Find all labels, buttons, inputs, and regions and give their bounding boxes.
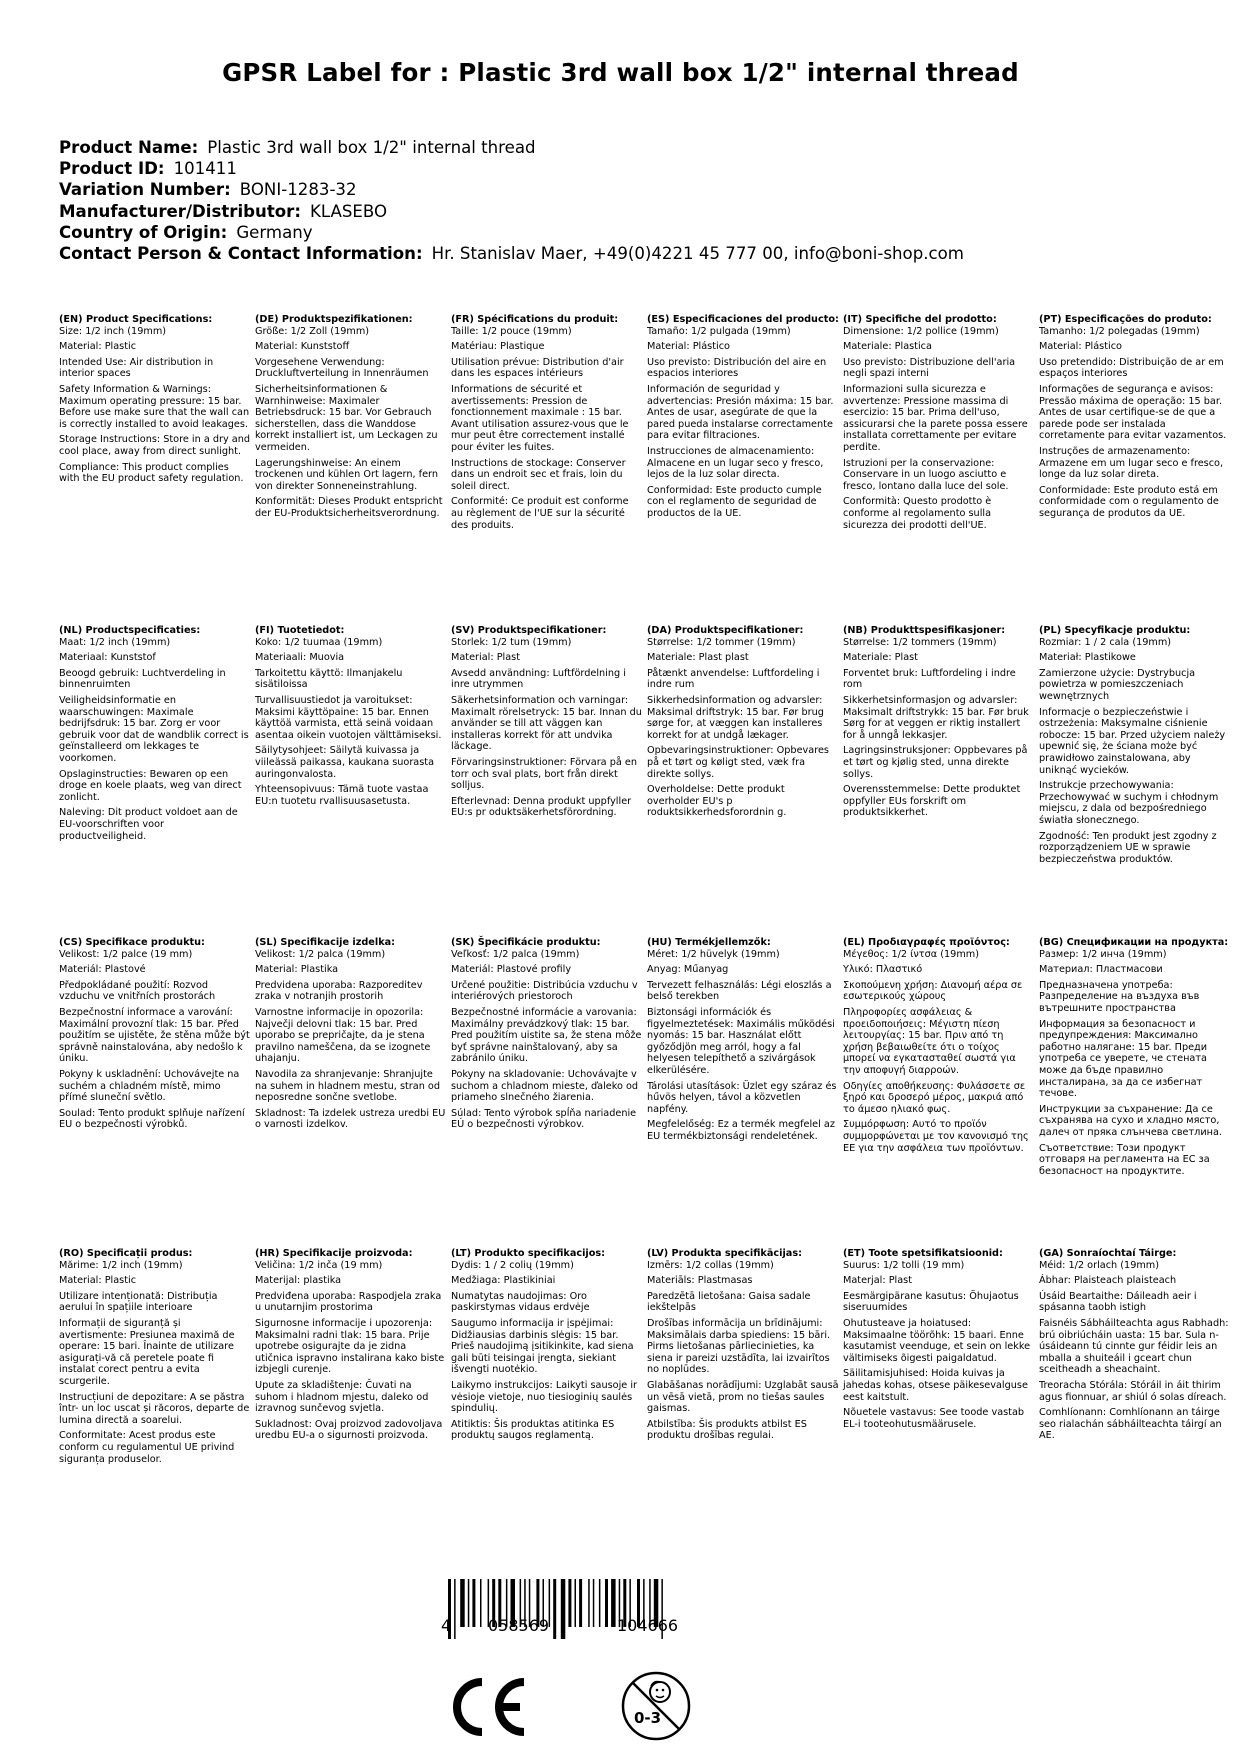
language-spec-text: Säilytysohjeet: Säilytä kuivassa ja viileässä paikassa, kaukana suorasta auringonvalosta. <box>255 745 435 780</box>
barcode-bar <box>579 1579 582 1627</box>
info-label: Variation Number: <box>59 180 231 200</box>
language-spec-text: Informações de segurança e avisos: Pressão máxima de operação: 15 bar. Antes de usar certifique-se de que a parede pode ser instalada corretamente para evitar vazamentos. <box>1039 383 1227 442</box>
language-spec-block <box>843 937 1035 1158</box>
language-spec-block <box>451 314 643 535</box>
language-spec-text: Dydis: 1 / 2 colių (19mm) <box>451 1259 574 1271</box>
language-spec-text: Materiale: Plastica <box>843 341 932 353</box>
language-spec-text: Instrucciones de almacenamiento: Almacene en un lugar seco y fresco, lejos de la luz solar directa. <box>647 445 824 481</box>
language-spec-text: Material: Plast <box>451 652 521 664</box>
language-spec-text: Tarkoitettu käyttö: Ilmanjakelu sisätiloissa <box>255 667 403 691</box>
language-spec-text: Informații de siguranță și avertismente: Presiunea maximă de operare: 15 bari. Înainte de utilizare asigurați-vă că peretele poate fi instalat corect pentru a evita scurgerile. <box>59 1317 235 1387</box>
barcode-bars <box>440 1577 722 1663</box>
language-spec-text: Pokyny na skladovanie: Uchovávajte v suchom a chladnom mieste, ďaleko od priameho slnečného žiarenia. <box>451 1068 639 1104</box>
language-spec-text: Overholdelse: Dette produkt overholder EU's p roduktsikkerhedsforordnin g. <box>647 784 787 819</box>
language-spec-text: Eesmärgipärane kasutus: Õhujaotus siseruumides <box>843 1290 1019 1314</box>
country-of-origin-row <box>59 222 964 243</box>
language-spec-text: Atitiktis: Šis produktas atitinka ES produktų saugos reglamentą. <box>451 1418 615 1442</box>
language-spec-text: Glabāšanas norādījumi: Uzglabāt sausā un vēsā vietā, prom no tiešas saules gaismas. <box>647 1379 839 1415</box>
language-spec-text: Materijal: plastika <box>255 1275 342 1287</box>
language-spec-text: Información de seguridad y advertencias: Presión máxima: 15 bar. Antes de usar, asegúrate de que la pared pueda instalarse correctamente para evitar filtraciones. <box>647 383 834 442</box>
language-spec-text: Numatytas naudojimas: Oro paskirstymas vidaus erdvėje <box>451 1290 590 1314</box>
language-spec-text: Saugumo informacija ir įspėjimai: Didžiausias darbinis slėgis: 15 bar. Prieš naudojimą įsitikinkite, kad siena gali būti teisingai įrengta, siekiant išvengti nuotėkio. <box>451 1317 634 1376</box>
language-spec-text: Bezpečnostní informace a varování: Maximální provozní tlak: 15 bar. Před použitím se ujistěte, že stěna může být správně nainstalována, aby nedošlo k úniku. <box>59 1006 250 1065</box>
language-spec-block <box>647 314 839 524</box>
language-spec-heading: (NL) Productspecificaties: <box>59 625 201 636</box>
age-warning-icon <box>620 1670 692 1742</box>
language-spec-heading: (RO) Specificații produs: <box>59 1248 193 1259</box>
language-spec-text: Suurus: 1/2 tolli (19 mm) <box>843 1259 965 1271</box>
language-spec-text: Zgodność: Ten produkt jest zgodny z rozporządzeniem UE w sprawie bezpieczeństwa produktów. <box>1039 830 1217 865</box>
language-spec-text: Säkerhetsinformation och varningar: Maximalt rörelsetryck: 15 bar. Innan du använder se till att väggen kan installeras korrekt för att undvika läckage. <box>451 694 642 753</box>
language-spec-text: Instructions de stockage: Conserver dans un endroit sec et frais, loin du soleil direct. <box>451 457 626 492</box>
language-spec-text: Material: Plástico <box>647 341 730 353</box>
language-spec-heading: (SK) Špecifikácie produktu: <box>451 937 601 948</box>
language-spec-text: Velikost: 1/2 palca (19mm) <box>255 948 386 960</box>
language-spec-text: Overensstemmelse: Dette produktet oppfyller EUs forskrift om produktsikkerhet. <box>843 784 1021 819</box>
language-spec-text: Předpokládané použití: Rozvod vzduchu ve vnitřních prostorách <box>59 979 216 1003</box>
language-spec-heading: (IT) Specifiche del prodotto: <box>843 314 997 325</box>
language-spec-heading: (FI) Tuotetiedot: <box>255 625 345 636</box>
language-spec-text: Compliance: This product complies with the EU product safety regulation. <box>59 461 244 485</box>
language-spec-text: Materiāls: Plastmasas <box>647 1275 753 1287</box>
language-spec-text: Sukladnost: Ovaj proizvod zadovoljava uredbu EU-a o sigurnosti proizvoda. <box>255 1418 443 1442</box>
language-spec-block <box>59 625 251 846</box>
language-spec-text: Predviđena uporaba: Raspodjela zraka u unutarnjim prostorima <box>255 1290 442 1314</box>
language-spec-heading: (DA) Produktspecifikationer: <box>647 625 804 636</box>
language-spec-text: Taille: 1/2 pouce (19mm) <box>451 325 572 337</box>
language-spec-text: Laikymo instrukcijos: Laikyti sausoje ir vėsioje vietoje, nuo tiesioginių saulės spindulių. <box>451 1379 637 1415</box>
info-value: Plastic 3rd wall box 1/2" internal thread <box>207 138 536 157</box>
language-spec-heading: (CS) Specifikace produktu: <box>59 937 205 948</box>
language-spec-block <box>1039 1248 1231 1446</box>
barcode-bar <box>575 1579 577 1627</box>
info-value: 101411 <box>173 159 237 179</box>
language-spec-block <box>647 1248 839 1446</box>
language-spec-text: Μέγεθος: 1/2 ίντσα (19mm) <box>843 948 980 960</box>
language-spec-text: Conformità: Questo prodotto è conforme al regolamento sulla sicurezza dei prodotti dell'UE. <box>843 496 992 531</box>
language-spec-block <box>647 625 839 823</box>
language-spec-text: Naleving: Dit product voldoet aan de EU-voorschriften voor productveiligheid. <box>59 807 238 842</box>
language-spec-text: Tárolási utasítások: Üzlet egy száraz és hűvös helyen, távol a közvetlen napfény. <box>647 1080 837 1115</box>
language-spec-text: Conformitate: Acest produs este conform cu regulamentul UE privind siguranța produselor. <box>59 1430 235 1465</box>
language-spec-text: Υλικό: Πλαστικό <box>843 964 923 976</box>
language-spec-block <box>1039 314 1231 524</box>
barcode-bar <box>593 1579 595 1627</box>
language-spec-text: Biztonsági információk és figyelmeztetések: Maximális működési nyomás: 15 bar. Használat előtt győződjön meg arról, hogy a fal helyesen telepíthető a szivárgások elkerülésére. <box>647 1006 835 1076</box>
barcode-bar <box>611 1579 616 1627</box>
language-spec-block <box>59 937 251 1135</box>
language-spec-heading: (GA) Sonraíochtaí Táirge: <box>1039 1248 1177 1259</box>
language-spec-text: Conformidade: Este produto está em conformidade com o regulamento de segurança de produtos da UE. <box>1039 484 1219 519</box>
language-spec-text: Dimensione: 1/2 pollice (19mm) <box>843 325 999 337</box>
info-label: Contact Person & Contact Information: <box>59 244 423 264</box>
barcode-bar <box>561 1579 566 1639</box>
language-spec-heading: (FR) Spécifications du produit: <box>451 314 619 325</box>
language-spec-heading: (DE) Produktspezifikationen: <box>255 314 413 325</box>
language-spec-text: Instrucțiuni de depozitare: A se păstra într- un loc uscat și răcoros, departe de lumina directă a soarelui. <box>59 1391 250 1426</box>
language-spec-text: Инструкции за съхранение: Да се съхранява на сухо и хладно място, далеч от пряка слънчева светлина. <box>1039 1103 1222 1138</box>
language-spec-text: Informazioni sulla sicurezza e avvertenze: Pressione massima di esercizio: 15 bar. Prima dell'uso, assicurarsi che la parete possa essere installata correttamente per evitare perdite. <box>843 383 1028 453</box>
language-spec-text: Megfelelőség: Ez a termék megfelel az EU termékbiztonsági rendeletének. <box>647 1119 835 1142</box>
language-spec-text: Size: 1/2 inch (19mm) <box>59 325 167 337</box>
language-spec-block <box>647 937 839 1147</box>
language-spec-text: Izmērs: 1/2 collas (19mm) <box>647 1259 774 1271</box>
language-spec-text: Treoracha Stórála: Stóráil in áit thirim agus fionnuar, ar shiúl ó solas díreach. <box>1039 1379 1227 1403</box>
language-spec-heading: (LT) Produkto specifikacijos: <box>451 1248 606 1259</box>
language-spec-text: Informations de sécurité et avertissements: Pression de fonctionnement maximale : 15 bar. Avant utilisation assurez-vous que le mur peut être correctement installé pour éviter les fuites. <box>451 383 629 453</box>
language-spec-text: Lagringsinstruksjoner: Oppbevares på et tørt og kjølig sted, unna direkte sollys. <box>843 745 1028 780</box>
language-spec-text: Påtænkt anvendelse: Luftfordeling i indre rum <box>647 667 820 691</box>
language-spec-text: Istruzioni per la conservazione: Conservare in un luogo asciutto e fresco, lontano dalla luce del sole. <box>843 457 1009 492</box>
language-spec-text: Materjal: Plast <box>843 1275 913 1287</box>
language-spec-block <box>59 314 251 489</box>
barcode-bar <box>599 1579 601 1627</box>
language-spec-text: Nõuetele vastavus: See toode vastab EL-i tooteohutusmäärusele. <box>843 1407 1025 1430</box>
barcode-group-1: 058569 <box>488 1616 550 1635</box>
product-info <box>59 137 964 264</box>
language-spec-text: Atbilstība: Šis produkts atbilst ES produktu drošības regulai. <box>647 1418 807 1442</box>
language-spec-text: Förvaringsinstruktioner: Förvara på en torr och sval plats, bort från direkt solljus. <box>451 756 637 792</box>
barcode-bar <box>460 1579 465 1627</box>
variation-number-row <box>59 179 964 200</box>
barcode-bar <box>468 1579 470 1627</box>
language-spec-text: Soulad: Tento produkt splňuje nařízení EU o bezpečnosti výrobků. <box>59 1107 245 1131</box>
language-spec-text: Yhteensopivuus: Tämä tuote vastaa EU:n tuotetu rvallisuusasetusta. <box>255 784 429 807</box>
language-spec-text: Opslaginstructies: Bewaren op een droge en koele plaats, weg van direct zonlicht. <box>59 768 242 803</box>
info-value: KLASEBO <box>310 201 388 221</box>
language-spec-text: Pokyny k uskladnění: Uchovávejte na suchém a chladném místě, mimo přímé sluneční světlo. <box>59 1068 240 1104</box>
language-spec-text: Intended Use: Air distribution in interior spaces <box>59 356 214 380</box>
language-spec-block <box>255 1248 447 1446</box>
language-spec-text: Материал: Пластмасови <box>1039 964 1163 976</box>
product-name-row <box>59 137 964 158</box>
language-spec-text: Méid: 1/2 orlach (19mm) <box>1039 1259 1160 1271</box>
language-spec-text: Velikost: 1/2 palce (19 mm) <box>59 948 193 960</box>
language-spec-text: Opbevaringsinstruktioner: Opbevares på et tørt og køligt sted, væk fra direkte sollys. <box>647 745 829 780</box>
info-value: BONI-1283-32 <box>239 180 357 200</box>
barcode-bar <box>472 1579 475 1627</box>
language-spec-heading: (EL) Προδιαγραφές προϊόντος: <box>843 937 1010 948</box>
language-spec-text: Efterlevnad: Denna produkt uppfyller EU:s pr oduktsäkerhetsförordning. <box>451 795 632 819</box>
language-spec-heading: (BG) Спецификации на продукта: <box>1039 937 1229 948</box>
language-spec-text: Πληροφορίες ασφάλειας & προειδοποιήσεις: Μέγιστη πίεση λειτουργίας: 15 bar. Πριν από τη χρήση βεβαιωθείτε ότι ο τοίχος μπορεί να εγκατασταθεί σωστά για την αποφυγή διαρροών. <box>843 1006 1016 1076</box>
ean-barcode <box>440 1577 722 1663</box>
language-spec-text: Zamierzone użycie: Dystrybucja powietrza w pomieszczeniach wewnętrznych <box>1039 667 1196 702</box>
language-spec-block <box>843 314 1035 535</box>
language-spec-heading: (NB) Produkttspesifikasjoner: <box>843 625 1006 636</box>
barcode-bar <box>588 1579 590 1627</box>
language-spec-heading: (HR) Specifikacije proizvoda: <box>255 1248 413 1259</box>
language-spec-text: Sikkerhedsinformation og advarsler: Maksimal driftstryk: 15 bar. Før brug sørge for, at væggen kan installeres korrekt for at undgå lækager. <box>647 694 824 741</box>
language-spec-heading: (LV) Produkta specifikācijas: <box>647 1248 802 1259</box>
language-spec-text: Materiale: Plast <box>843 652 918 664</box>
contact-row <box>59 243 964 264</box>
language-spec-text: Utilizare intenționată: Distribuția aerului în spațiile interioare <box>59 1290 218 1314</box>
info-value: Germany <box>236 222 313 242</box>
language-spec-text: Materiál: Plastové <box>59 964 146 976</box>
language-spec-text: Conformité: Ce produit est conforme au règlement de l'UE sur la sécurité des produits. <box>451 496 629 531</box>
language-spec-text: Méret: 1/2 hüvelyk (19mm) <box>647 948 780 960</box>
language-spec-text: Matériau: Plastique <box>451 341 545 353</box>
manufacturer-row <box>59 201 964 222</box>
language-spec-text: Material: Kunststoff <box>255 341 350 353</box>
language-spec-text: Sicherheitsinformationen & Warnhinweise: Maximaler Betriebsdruck: 15 bar. Vor Gebrauch sicherstellen, dass die Wanddose korrekt installiert ist, um Leckagen zu vermeiden. <box>255 383 438 453</box>
language-spec-text: Tamaño: 1/2 pulgada (19mm) <box>647 325 791 337</box>
language-spec-text: Súlad: Tento výrobok spĺňa nariadenie EÚ o bezpečnosti výrobkov. <box>451 1107 637 1131</box>
language-spec-text: Размер: 1/2 инча (19mm) <box>1039 948 1167 960</box>
language-spec-text: Upute za skladištenje: Čuvati na suhom i hladnom mjestu, daleko od izravnog sunčevog svjetla. <box>255 1379 429 1415</box>
language-spec-text: Σκοπούμενη χρήση: Διανομή αέρα σε εσωτερικούς χώρους <box>843 979 1023 1003</box>
language-spec-text: Úsáid Beartaithe: Dáileadh aeir i spásanna taobh istigh <box>1039 1290 1197 1314</box>
language-spec-block <box>59 1248 251 1469</box>
language-spec-text: Materiale: Plast plast <box>647 652 749 664</box>
product-id-row <box>59 158 964 179</box>
language-spec-text: Avsedd användning: Luftfördelning i inre utrymmen <box>451 667 626 691</box>
language-spec-text: Utilisation prévue: Distribution d'air dans les espaces intérieurs <box>451 356 624 380</box>
info-label: Product ID: <box>59 159 165 179</box>
language-spec-text: Medžiaga: Plastikiniai <box>451 1275 556 1287</box>
language-spec-text: Предназначена употреба: Разпределение на въздуха във вътрешните пространства <box>1039 979 1200 1014</box>
age-label: 0-3 <box>634 1709 662 1727</box>
language-spec-text: Paredzētā lietošana: Gaisa sadale iekštelpās <box>647 1290 811 1314</box>
language-spec-block <box>843 1248 1035 1434</box>
language-spec-text: Tervezett felhasználás: Légi eloszlás a belső terekben <box>647 979 832 1003</box>
language-spec-block <box>451 625 643 823</box>
language-spec-block <box>255 625 447 811</box>
language-spec-text: Sikkerhetsinformasjon og advarsler: Maksimalt driftstrykk: 15 bar. Før bruk Sørg for at veggen er riktig installert for å unngå lekkasjer. <box>843 694 1029 741</box>
language-spec-text: Veličina: 1/2 inča (19 mm) <box>255 1259 383 1271</box>
language-spec-text: Forventet bruk: Luftfordeling i indre rom <box>843 667 1016 691</box>
barcode-bar <box>454 1579 456 1639</box>
language-spec-text: Drošības informācija un brīdinājumi: Maksimālais darba spiediens: 15 bāri. Pirms lietošanas pārliecinieties, ka siena ir pareizi uzstādīta, lai izvairītos no noplūdes. <box>647 1317 831 1376</box>
language-spec-text: Material: Plastic <box>59 1275 137 1287</box>
language-spec-text: Uso pretendido: Distribuição de ar em espaços interiores <box>1039 356 1224 380</box>
language-spec-text: Skladnost: Ta izdelek ustreza uredbi EU o varnosti izdelkov. <box>255 1107 446 1131</box>
language-spec-text: Ohutusteave ja hoiatused: Maksimaalne töörõhk: 15 baari. Enne kasutamist veenduge, et sein on lekke vältimiseks õigesti paigaldatud. <box>843 1317 1031 1364</box>
language-spec-text: Συμμόρφωση: Αυτό το προϊόν συμμορφώνεται με τον κανονισμό της ΕΕ για την ασφάλεια των προϊόντων. <box>843 1119 1029 1154</box>
barcode-bar <box>568 1579 571 1627</box>
language-spec-text: Predvidena uporaba: Razporeditev zraka v notranjih prostorih <box>255 979 423 1003</box>
language-spec-text: Mărime: 1/2 inch (19mm) <box>59 1259 183 1271</box>
language-spec-text: Vorgesehene Verwendung: Druckluftverteilung in Innenräumen <box>255 356 429 380</box>
language-spec-heading: (ES) Especificaciones del producto: <box>647 314 839 325</box>
language-spec-block <box>451 1248 643 1446</box>
language-spec-text: Ábhar: Plaisteach plaisteach <box>1039 1275 1177 1287</box>
language-spec-text: Materiaal: Kunststof <box>59 652 156 664</box>
language-spec-text: Maat: 1/2 inch (19mm) <box>59 636 171 648</box>
language-spec-text: Materiál: Plastové profily <box>451 964 572 976</box>
barcode-bar <box>553 1579 556 1639</box>
language-spec-text: Turvallisuustiedot ja varoitukset: Maksimi käyttöpaine: 15 bar. Ennen käyttöä varmista, että seinä voidaan asentaa oikein vuotojen välttämiseksi. <box>255 694 442 741</box>
language-spec-text: Koko: 1/2 tuumaa (19mm) <box>255 636 383 648</box>
language-spec-text: Material: Plastic <box>59 341 137 353</box>
language-spec-text: Uso previsto: Distribuzione dell'aria negli spazi interni <box>843 356 1016 380</box>
language-spec-heading: (HU) Termékjellemzők: <box>647 937 771 948</box>
language-spec-text: Anyag: Műanyag <box>647 964 729 976</box>
language-spec-text: Информация за безопасност и предупреждения: Максимално работно налягане: 15 bar. Преди употреба се уверете, че стената може да бъде правилно инсталирана, за да се избегнат течове. <box>1039 1018 1208 1100</box>
language-spec-text: Lagerungshinweise: An einem trockenen und kühlen Ort lagern, fern von direkter Sonneneinstrahlung. <box>255 457 438 492</box>
language-spec-text: Safety Information & Warnings: Maximum operating pressure: 15 bar. Before use make sure that the wall can is correctly installed to avoid leakages. <box>59 383 250 430</box>
language-spec-heading: (SL) Specifikacije izdelka: <box>255 937 396 948</box>
language-spec-text: Material: Plastika <box>255 964 339 976</box>
language-spec-text: Storlek: 1/2 tum (19mm) <box>451 636 572 648</box>
language-spec-text: Material: Plástico <box>1039 341 1122 353</box>
language-spec-text: Tamanho: 1/2 polegadas (19mm) <box>1039 325 1200 337</box>
barcode-group-2: 104666 <box>617 1616 679 1635</box>
language-specifications-grid <box>59 314 1241 1554</box>
language-spec-text: Conformidad: Este producto cumple con el reglamento de seguridad de productos de la UE. <box>647 484 822 519</box>
language-spec-text: Navodila za shranjevanje: Shranjujte na suhem in hladnem mestu, stran od neposredne sončne svetlobe. <box>255 1068 441 1104</box>
info-label: Country of Origin: <box>59 222 228 242</box>
language-spec-heading: (SV) Produktspecifikationer: <box>451 625 607 636</box>
language-spec-block <box>1039 625 1231 869</box>
language-spec-heading: (PT) Especificações do produto: <box>1039 314 1212 325</box>
page-title: GPSR Label for : Plastic 3rd wall box 1/2" internal thread <box>222 58 1019 87</box>
language-spec-text: Veľkosť: 1/2 palca (19mm) <box>451 948 580 960</box>
language-spec-text: Comhlíonann: Comhlíonann an táirge seo rialachán sábháilteachta táirgí an AE. <box>1039 1407 1222 1442</box>
ce-mark-icon <box>452 1676 532 1738</box>
info-label: Product Name: <box>59 138 199 157</box>
language-spec-block <box>255 314 447 524</box>
language-spec-text: Sigurnosne informacije i upozorenja: Maksimalni radni tlak: 15 bara. Prije upotrebe osigurajte da je zidna utičnica ispravno instalirana kako biste izbjegli curenje. <box>255 1317 445 1376</box>
language-spec-text: Instruções de armazenamento: Armazene em um lugar seco e fresco, longe da luz solar direta. <box>1039 445 1224 481</box>
language-spec-text: Konformität: Dieses Produkt entspricht der EU-Produktsicherheitsverordnung. <box>255 496 443 519</box>
language-spec-heading: (PL) Specyfikacje produktu: <box>1039 625 1191 636</box>
language-spec-text: Beoogd gebruik: Luchtverdeling in binnenruimten <box>59 667 226 691</box>
language-spec-text: Größe: 1/2 Zoll (19mm) <box>255 325 370 337</box>
language-spec-text: Veiligheidsinformatie en waarschuwingen: Maximale bedrijfsdruk: 15 bar. Zorg er voor gebruik voor dat de wandblik correct is geïnstalleerd om lekkages te voorkomen. <box>59 694 249 764</box>
language-spec-text: Οδηγίες αποθήκευσης: Φυλάσσετε σε ξηρό και δροσερό μέρος, μακριά από το άμεσο ηλιακό φως. <box>843 1080 1026 1115</box>
language-spec-text: Faisnéis Sábháilteachta agus Rabhadh: brú oibriúcháin uasta: 15 bar. Sula n-úsáideann tú cinnte gur féidir leis an mballa a shuiteáil i gceart chun sceitheadh a sheachaint. <box>1039 1317 1229 1376</box>
language-spec-block <box>843 625 1035 823</box>
barcode-bar <box>605 1579 608 1627</box>
language-spec-text: Materiał: Plastikowe <box>1039 652 1136 664</box>
language-spec-text: Rozmiar: 1 / 2 cala (19mm) <box>1039 636 1172 648</box>
language-spec-text: Určené použitie: Distribúcia vzduchu v interiérových priestoroch <box>451 979 638 1003</box>
language-spec-text: Säilitamisjuhised: Hoida kuivas ja jahedas kohas, otsese päikesevalguse eest kaitstult. <box>843 1368 1028 1403</box>
info-value: Hr. Stanislav Maer, +49(0)4221 45 777 00, info@boni-shop.com <box>431 244 964 264</box>
language-spec-text: Uso previsto: Distribución del aire en espacios interiores <box>647 356 827 380</box>
language-spec-block <box>255 937 447 1135</box>
language-spec-text: Størrelse: 1/2 tommers (19mm) <box>843 636 997 648</box>
language-spec-text: Informacje o bezpieczeństwie i ostrzeżenia: Maksymalne ciśnienie robocze: 15 bar. Przed użyciem należy upewnić się, że ściana może być prawidłowo zainstalowana, aby uniknąć wycieków. <box>1039 706 1226 776</box>
language-spec-text: Storage Instructions: Store in a dry and cool place, away from direct sunlight. <box>59 434 251 457</box>
info-label: Manufacturer/Distributor: <box>59 201 302 221</box>
language-spec-text: Bezpečnostné informácie a varovania: Maximálny prevádzkový tlak: 15 bar. Pred použitím uistite sa, že stena môže byť správne nainštalovaný, aby sa zabránilo úniku. <box>451 1006 642 1065</box>
language-spec-block <box>451 937 643 1135</box>
language-spec-text: Størrelse: 1/2 tommer (19mm) <box>647 636 796 648</box>
language-spec-text: Съответствие: Този продукт отговаря на регламента на ЕС за безопасност на продуктите. <box>1039 1142 1210 1177</box>
language-spec-text: Varnostne informacije in opozorila: Največji delovni tlak: 15 bar. Pred uporabo se prepričajte, da je stena pravilno nameščena, da se izognete uhajanju. <box>255 1006 431 1065</box>
barcode-lead-digit: 4 <box>441 1616 452 1635</box>
language-spec-text: Materiaali: Muovia <box>255 652 345 664</box>
language-spec-heading: (ET) Toote spetsifikatsioonid: <box>843 1248 1003 1259</box>
language-spec-block <box>1039 937 1231 1181</box>
barcode-bar <box>480 1579 482 1627</box>
language-spec-text: Instrukcje przechowywania: Przechowywać w suchym i chłodnym miejscu, z dala od bezpośredniego światła słonecznego. <box>1039 780 1219 826</box>
language-spec-heading: (EN) Product Specifications: <box>59 314 213 325</box>
